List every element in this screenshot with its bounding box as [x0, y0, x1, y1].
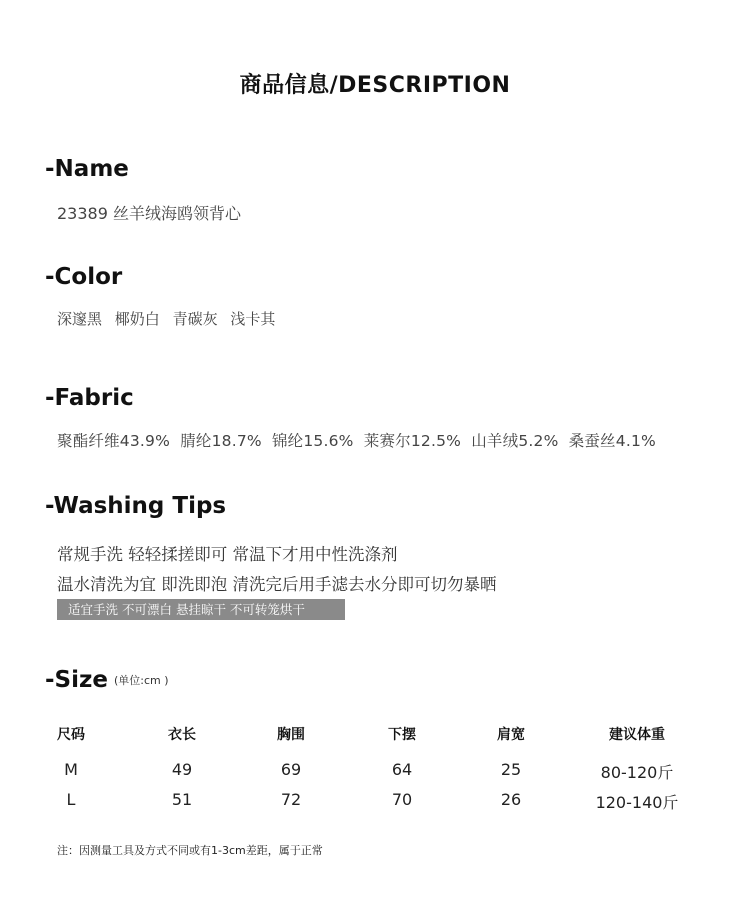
product-name: 23389 丝羊绒海鸥领背心 — [57, 204, 241, 223]
color-heading: -Color — [45, 264, 123, 290]
fabric-item: 桑蚕丝4.1% — [568, 432, 656, 450]
color-option: 深邃黑 — [57, 310, 103, 328]
size-cell: 64 — [391, 760, 413, 779]
size-cell: 25 — [500, 760, 522, 779]
fabric-item: 莱赛尔12.5% — [363, 432, 462, 450]
fabric-item: 锦纶15.6% — [271, 432, 354, 450]
size-header-cell: 胸围 — [277, 727, 305, 743]
size-unit: (单位:cm ) — [113, 674, 169, 687]
fabric-heading: -Fabric — [45, 385, 134, 411]
size-heading — [45, 667, 169, 693]
washing-tip-line: 温水清洗为宜 即洗即泡 清洗完后用手滤去水分即可切勿暴晒 — [57, 575, 497, 594]
size-cell: 26 — [500, 790, 522, 809]
color-option: 浅卡其 — [230, 310, 276, 328]
table-row — [0, 760, 750, 784]
size-cell: L — [66, 790, 76, 809]
size-cell: M — [64, 760, 78, 779]
washing-tip-line: 常规手洗 轻轻揉搓即可 常温下才用中性洗涤剂 — [57, 545, 398, 564]
size-table-header — [0, 724, 750, 748]
size-heading-label: -Size — [45, 667, 108, 693]
name-heading: -Name — [45, 156, 129, 182]
size-header-cell: 下摆 — [388, 727, 416, 743]
color-option: 椰奶白 — [114, 310, 160, 328]
size-cell: 80-120斤 — [600, 763, 674, 782]
size-footnote: 注：因测量工具及方式不同或有1-3cm差距，属于正常 — [57, 844, 323, 857]
size-header-cell: 尺码 — [57, 727, 85, 743]
fabric-item: 山羊绒5.2% — [471, 432, 559, 450]
size-cell: 72 — [280, 790, 302, 809]
size-header-cell: 肩宽 — [497, 727, 525, 743]
fabric-item: 腈纶18.7% — [180, 432, 262, 450]
size-cell: 69 — [280, 760, 302, 779]
size-header-cell: 衣长 — [168, 727, 196, 743]
size-cell: 70 — [391, 790, 413, 809]
color-option: 青碳灰 — [172, 310, 218, 328]
size-header-cell: 建议体重 — [609, 727, 665, 743]
color-list — [57, 308, 283, 329]
fabric-item: 聚酯纤维43.9% — [57, 432, 171, 450]
size-cell: 51 — [171, 790, 193, 809]
size-cell: 49 — [171, 760, 193, 779]
fabric-list — [57, 429, 661, 451]
care-banner: 适宜手洗 不可漂白 悬挂晾干 不可转笼烘干 — [57, 599, 345, 620]
size-cell: 120-140斤 — [595, 793, 679, 812]
page-title: 商品信息/DESCRIPTION — [239, 73, 511, 98]
washing-heading: -Washing Tips — [45, 493, 227, 519]
table-row — [0, 790, 750, 814]
